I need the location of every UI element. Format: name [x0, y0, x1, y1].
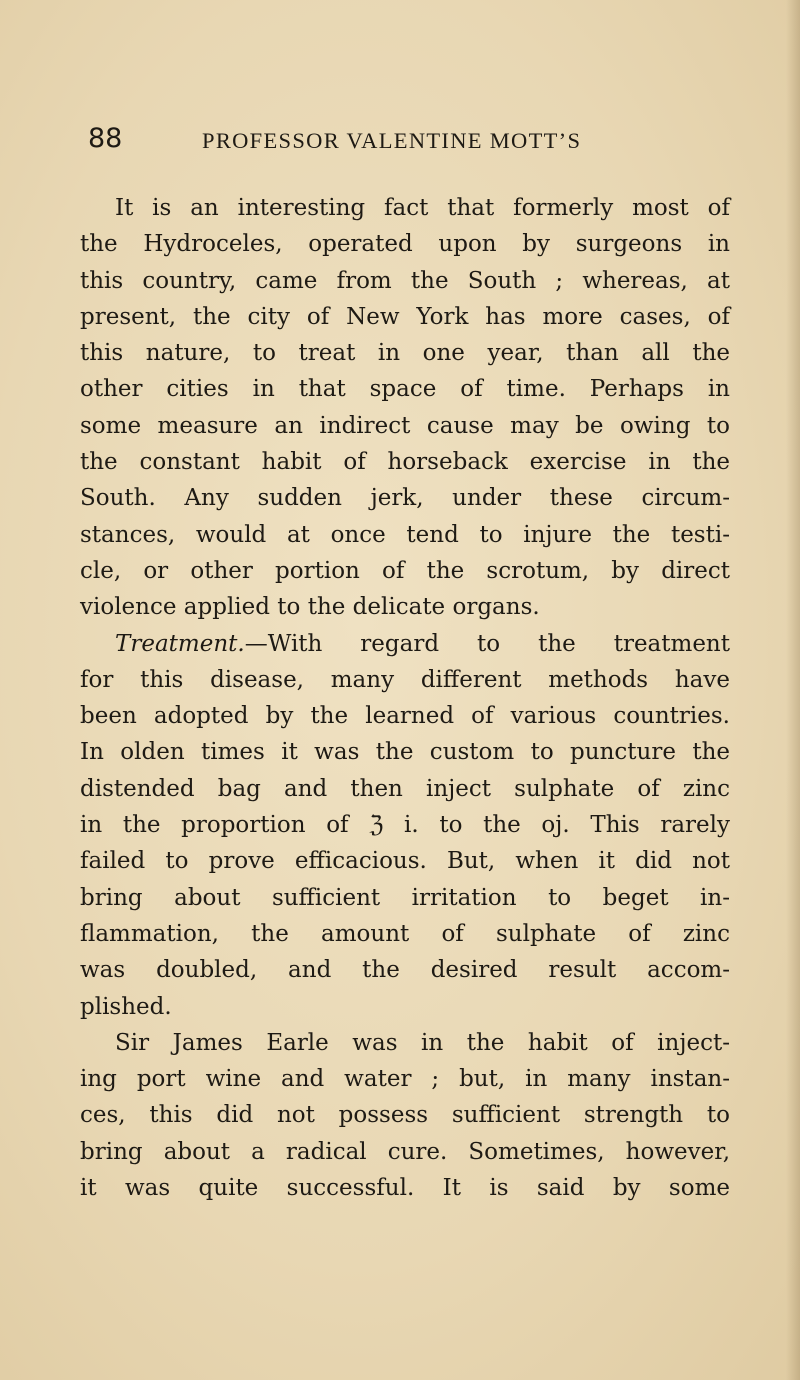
- text-line: In olden times it was the custom to puncture the: [80, 739, 730, 766]
- text-line: other cities in that space of time. Perhaps in: [80, 376, 730, 403]
- running-head: [88, 122, 728, 156]
- text-line: it was quite successful. It is said by some: [80, 1175, 730, 1202]
- text-line: the constant habit of horseback exercise in the: [80, 449, 730, 476]
- text-line: ces, this did not possess sufficient strength to: [80, 1102, 730, 1129]
- text-line-treatment: [80, 626, 730, 662]
- treatment-heading: Treatment.: [115, 630, 245, 657]
- text-line: for this disease, many different methods have: [80, 666, 730, 693]
- body-text: [80, 190, 730, 1206]
- text-line: flammation, the amount of sulphate of zinc: [80, 920, 730, 947]
- page-number: 88: [88, 123, 123, 154]
- text-line: It is an interesting fact that formerly most of: [115, 195, 730, 221]
- text-line: plished.: [80, 993, 172, 1020]
- text-line: bring about a radical cure. Sometimes, however,: [80, 1138, 730, 1165]
- text-line: Sir James Earle was in the habit of inject-: [115, 1029, 730, 1056]
- text-line: bring about sufficient irritation to beget in-: [80, 884, 730, 911]
- text-line: this country, came from the South ; whereas, at: [80, 267, 730, 294]
- text-line: was doubled, and the desired result accom-: [80, 957, 730, 984]
- text-line: cle, or other portion of the scrotum, by direct: [80, 557, 730, 584]
- text-line: violence applied to the delicate organs.: [80, 594, 540, 621]
- page-edge-shadow: [786, 0, 800, 1380]
- text-line: failed to prove efficacious. But, when it did not: [80, 848, 730, 875]
- text-line: some measure an indirect cause may be owing to: [80, 412, 730, 439]
- text-line: distended bag and then inject sulphate of zinc: [80, 775, 730, 802]
- text-line: in the proportion of ℨ i. to the oj. This rarely: [80, 812, 730, 839]
- text-line: this nature, to treat in one year, than all the: [80, 340, 730, 367]
- text-line: ing port wine and water ; but, in many instan-: [80, 1066, 730, 1093]
- text-line: stances, would at once tend to injure the testi-: [80, 521, 730, 548]
- text-line: been adopted by the learned of various countries.: [80, 703, 730, 730]
- text-line: the Hydroceles, operated upon by surgeons in: [80, 231, 730, 258]
- text-line: present, the city of New York has more cases, of: [80, 303, 730, 330]
- running-title: PROFESSOR VALENTINE MOTT’S: [202, 128, 582, 153]
- treatment-text: —With regard to the treatment: [244, 630, 730, 657]
- text-line: South. Any sudden jerk, under these circum-: [80, 485, 730, 512]
